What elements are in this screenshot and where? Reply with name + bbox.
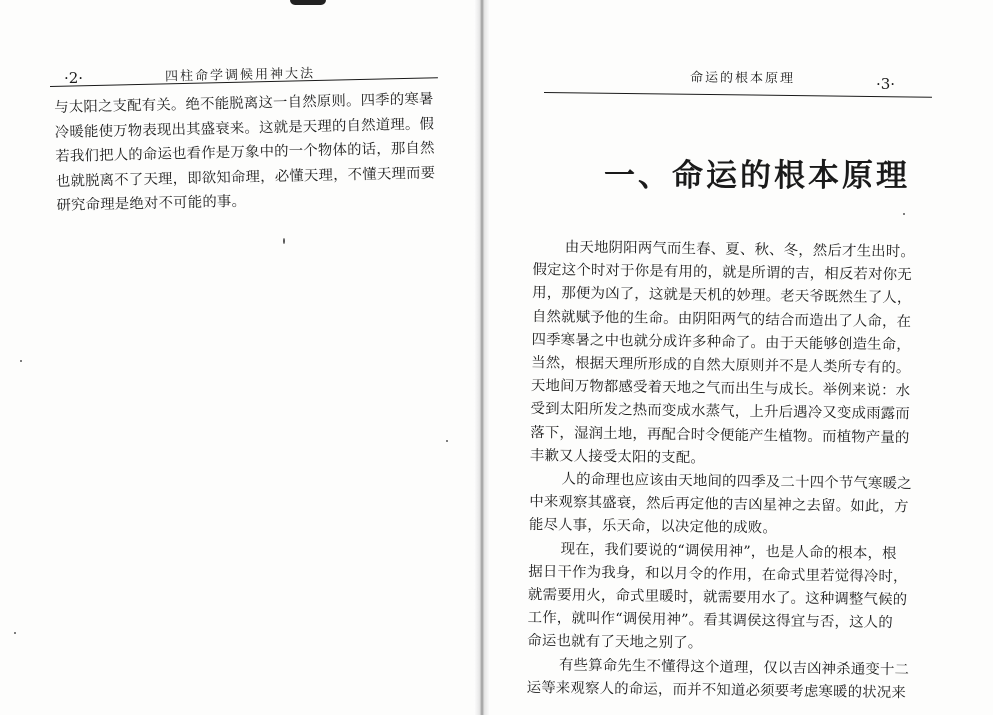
text-line: 与太阳之支配有关。绝不能脱离这一自然原则。四季的寒暑 [54,91,434,116]
text-line: 四季寒暑之中也就分成许多种命了。由于天能够创造生命， [531,331,911,354]
book-gutter [474,0,490,715]
scan-speck [446,440,448,442]
text-line: 假定这个时对于你是有用的，就是所谓的吉，相反若对你无 [532,262,912,284]
right-running-head: 命运的根本原理 [689,70,796,87]
text-line: 丰歉又人接受太阳的支配。 [529,447,706,467]
text-line: 若我们把人的命运也看作是万象中的一个物体的话，那自然 [55,140,435,166]
text-line: 能尽人事，乐天命，以决定他的成败。 [528,517,778,537]
text-line: 落下，湿润土地，再配合时令便能产生植物。而植物产量的 [530,424,910,446]
text-line: 受到太阳所发之热而变成水蒸气，上升后遇冷又变成雨露而 [530,401,911,423]
scan-speck [14,632,16,634]
paragraph-start-line: 有些算命先生不懂得这个道理，仅以吉凶神杀通变十二 [558,657,910,678]
right-page-number: ·3· [876,75,896,93]
paragraph-start-line: 人的命理也应该由天地间的四季及二十四个节气寒暖之 [561,471,912,493]
text-line: 冷暖能使万物表现出其盛衰来。这就是天理的自然道理。假 [54,115,435,141]
text-line: 据日干作为我身，和以月令的作用，在命式里若觉得冷时， [528,563,908,586]
text-line: 中来观察其盛衰，然后再定他的吉凶星神之去留。如此，方 [529,494,909,516]
text-line: 自然就赋予他的生命。由阴阳两气的结合而造出了人命，在 [531,308,912,330]
text-line: 运等来观察人的命运，而并不知道必须要考虑寒暖的状况来 [526,679,907,702]
text-line: 用，那便为凶了，这就是天机的妙理。老天爷既然生了人， [532,285,912,307]
text-line: 就需要用火，命式里暖时，就需要用水了。这种调整气候的 [527,587,908,609]
scan-speck [20,360,22,362]
ink-blot [290,0,326,5]
text-line: 也就脱离不了天理，即欲知命理，必懂天理，不懂天理而要 [55,165,436,190]
left-page-number: ·2· [64,69,84,87]
text-line: 天地间万物都感受着天地之气而出生与成长。举例来说：水 [530,378,911,400]
paragraph-start-line: 现在，我们要说的“调侯用神”，也是人命的根本，根 [560,541,897,562]
text-line: 命运也就有了天地之别了。 [527,633,703,652]
text-line: 研究命理是绝对不可能的事。 [56,194,247,215]
text-line: 工作，就叫作“调侯用神”。看其调侯这得宜与否，这人的 [527,610,894,632]
scan-speck [283,238,285,244]
scan-speck [903,213,905,215]
right-body-text [527,236,933,706]
paragraph-start-line: 由天地阴阳两气而生春、夏、秋、冬，然后才生出时。 [564,239,916,261]
left-running-head: 四柱命学调候用神大法 [164,66,316,85]
text-line: 当然，根据天理所形成的自然大原则并不是人类所专有的。 [531,355,911,377]
chapter-title: 一、命运的根本原理 [604,158,910,194]
left-body-text [54,87,457,219]
